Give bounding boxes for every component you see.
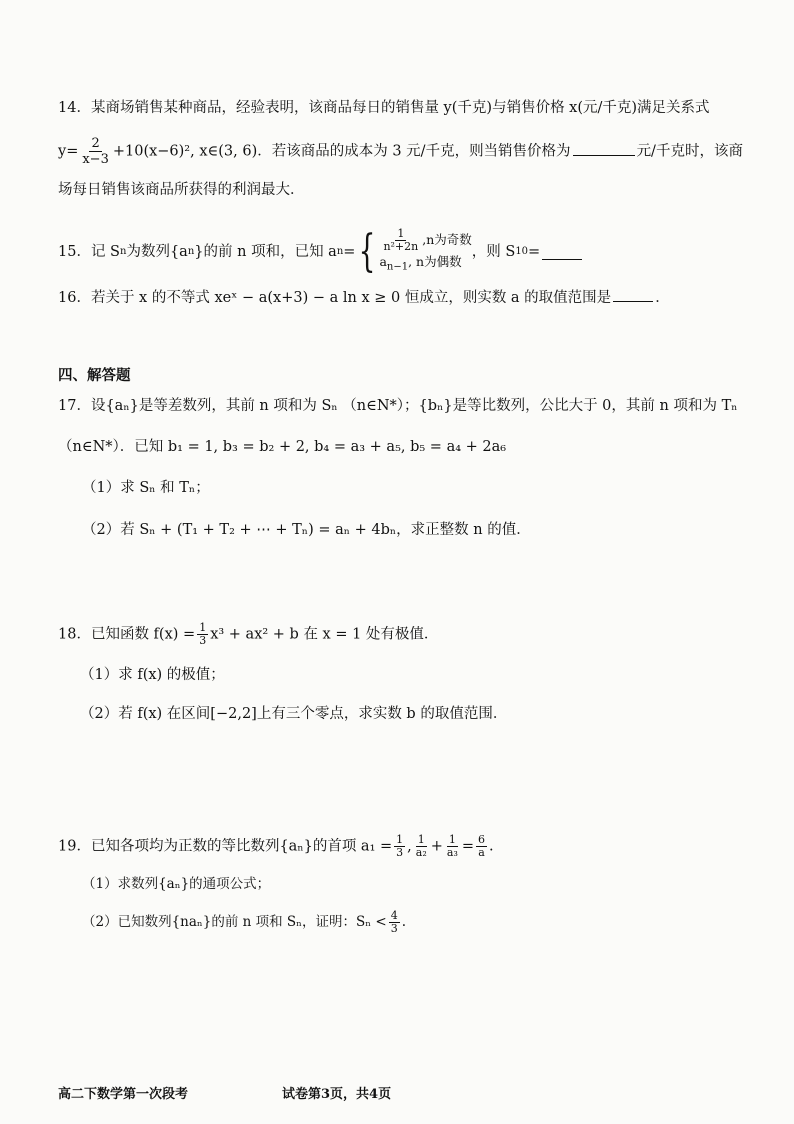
q19-sep: , — [407, 838, 412, 855]
q15-brace: { — [359, 226, 376, 278]
q15-case2 — [379, 253, 471, 277]
q19-frac2 — [414, 834, 429, 859]
q14-frac-num: 2 — [91, 136, 100, 151]
q14-fraction — [80, 136, 111, 167]
q18-line — [58, 622, 438, 647]
q19-pre: 19．已知各项均为正数的等比数列{aₙ}的首项 a₁ = — [58, 838, 393, 855]
q18-pre: 18．已知函数 f(x) = — [58, 626, 196, 643]
q19-f3-den: a₃ — [446, 846, 458, 859]
q15-answer-blank[interactable] — [542, 245, 582, 260]
q17-line1: 17．设{aₙ}是等差数列，其前 n 项和为 Sₙ （n∈N*）；{bₙ}是等比数列，公比大于 0，其前 n 项和为 Tₙ — [58, 398, 738, 414]
q15-eq: = — [343, 244, 356, 261]
q15-middle2: }的前 n 项和，已知 a — [194, 244, 337, 261]
q19-plus: + — [430, 838, 443, 855]
q14-line1: 14．某商场销售某种商品，经验表明，该商品每日的销售量 y(千克)与销售价格 x(元/千克)满足关系式 — [58, 100, 710, 116]
q19-f4-den: a — [478, 846, 485, 859]
q15-tail-eq: = — [528, 244, 541, 261]
q16-end: ． — [655, 290, 670, 306]
q19-f3-num: 1 — [448, 833, 456, 846]
q19-frac1 — [394, 834, 405, 859]
q19-f1-den: 3 — [396, 846, 404, 859]
q15-sub-n2: n — [187, 246, 195, 258]
q19-part2 — [82, 910, 406, 935]
q19-p2-frac — [389, 910, 400, 935]
q19-f2-den: a₂ — [415, 846, 427, 859]
q19-f4-num: 6 — [478, 833, 486, 846]
q15-line — [58, 228, 584, 277]
q14-frac-den: x−3 — [82, 152, 109, 167]
q18-part1: （1）求 f(x) 的极值； — [80, 667, 225, 683]
q19-p2-den: 3 — [390, 922, 398, 935]
footer-page-number: 试卷第3页，共4页 — [282, 1087, 392, 1102]
q15-prefix: 15．记 S — [58, 244, 120, 261]
section-heading: 四、解答题 — [58, 367, 131, 384]
q19-f1-num: 1 — [396, 833, 404, 846]
q19-part1: （1）求数列{aₙ}的通项公式； — [82, 876, 271, 892]
q19-p2-pre: （2）已知数列{naₙ}的前 n 项和 Sₙ，证明：Sₙ < — [82, 914, 387, 930]
q15-case1-den: n²+2n — [383, 240, 419, 253]
q19-p2-end: . — [401, 914, 406, 930]
q15-case2-sub: n−1 — [386, 261, 409, 273]
q19-end: . — [489, 838, 494, 855]
q17-line2: （n∈N*）．已知 b₁ = 1, b₃ = b₂ + 2, b₄ = a₃ + a₅, b₅ = a₄ + 2a₆ — [58, 439, 507, 455]
q15-case2-a: a — [379, 254, 387, 269]
q15-sub-n3: n — [336, 246, 344, 258]
q14-eq-tail: 元/千克时，该商 — [636, 143, 743, 160]
q18-post: x³ + ax² + b 在 x = 1 处有极值． — [210, 626, 439, 643]
q18-fraction — [197, 622, 208, 647]
q19-f2-num: 1 — [417, 833, 425, 846]
q15-case1-frac — [381, 228, 420, 253]
q18-frac-num: 1 — [199, 621, 207, 634]
q15-case1-cond: ,n为奇数 — [422, 232, 472, 247]
q16-answer-blank[interactable] — [613, 287, 653, 302]
q14-answer-blank[interactable] — [573, 141, 635, 156]
q14-eq-rest: +10(x−6)², x∈(3, 6)．若该商品的成本为 3 元/千克，则当销售价格为 — [112, 143, 571, 160]
q15-case1-num: 1 — [397, 227, 405, 240]
q15-tail: ，则 S — [471, 244, 516, 261]
q19-eq: = — [461, 838, 475, 855]
q15-case1 — [379, 228, 471, 253]
q17-part1: （1）求 Sₙ 和 Tₙ； — [82, 480, 210, 496]
q14-line3: 场每日销售该商品所获得的利润最大． — [58, 182, 305, 198]
q15-cases — [379, 228, 471, 277]
q17-part2: （2）若 Sₙ + (T₁ + T₂ + ⋯ + Tₙ) = aₙ + 4bₙ，求正整数 n 的值． — [82, 522, 531, 538]
q16-text: 16．若关于 x 的不等式 xeˣ − a(x+3) − a ln x ≥ 0 恒成立，则实数 a 的取值范围是 — [58, 290, 612, 306]
q14-line2 — [58, 136, 743, 167]
q16-line — [58, 287, 670, 308]
q18-frac-den: 3 — [199, 634, 207, 647]
q19-frac3 — [445, 834, 460, 859]
q15-tail-sub: 10 — [515, 246, 529, 258]
q15-sub-n: n — [120, 246, 127, 258]
footer-exam-title: 高二下数学第一次段考 — [58, 1087, 189, 1102]
q15-case2-cond: , n为偶数 — [408, 254, 462, 269]
q14-eq-lhs: y= — [58, 143, 79, 160]
q18-part2: （2）若 f(x) 在区间[−2,2]上有三个零点，求实数 b 的取值范围． — [80, 706, 508, 722]
q19-p2-num: 4 — [390, 909, 398, 922]
q15-middle: 为数列{a — [126, 244, 188, 261]
q19-frac4 — [476, 834, 487, 859]
q19-line — [58, 834, 494, 859]
